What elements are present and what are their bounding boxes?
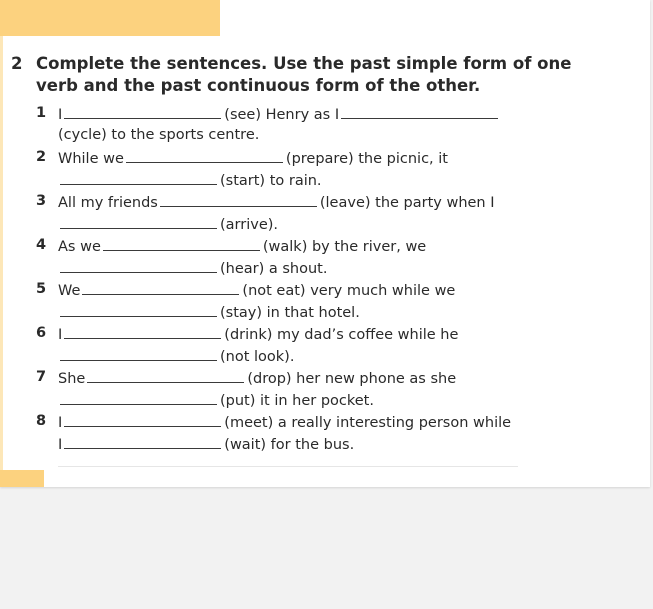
- item-number: 7: [36, 369, 47, 385]
- sentence-line: [0, 146, 650, 168]
- answer-blank[interactable]: [341, 102, 498, 119]
- answer-blank[interactable]: [60, 168, 217, 185]
- sentence-text: [58, 322, 458, 346]
- sentence-text: [58, 168, 322, 192]
- answer-blank[interactable]: [60, 300, 217, 317]
- sentence-text: [58, 234, 426, 258]
- sentence-line: [0, 344, 650, 366]
- sentence-fragment: I: [58, 327, 63, 343]
- sentence-fragment: All my friends: [58, 195, 158, 211]
- sentence-text: [58, 432, 354, 456]
- sentence-text: [58, 344, 294, 368]
- sentence-line: [0, 256, 650, 278]
- sentence-text: [58, 124, 259, 146]
- item-number: 3: [36, 193, 47, 209]
- answer-blank[interactable]: [60, 344, 217, 361]
- sentence-fragment: (arrive).: [220, 217, 279, 233]
- sentence-fragment: I: [58, 415, 63, 431]
- sentence-text: [58, 300, 360, 324]
- answer-blank[interactable]: [64, 410, 221, 427]
- exercise-number: 2: [11, 54, 23, 73]
- sentence-fragment: (walk) by the river, we: [262, 239, 427, 255]
- sentence-fragment: She: [58, 371, 86, 387]
- item-number: 2: [36, 149, 47, 165]
- sentence-text: [58, 256, 327, 280]
- sentence-fragment: (prepare) the picnic, it: [285, 151, 448, 167]
- sentence-fragment: (meet) a really interesting person while: [224, 415, 512, 431]
- answer-blank[interactable]: [64, 102, 221, 119]
- sentence-line: [0, 168, 650, 190]
- sentence-line: [0, 410, 650, 432]
- sentence-fragment: (put) it in her pocket.: [220, 393, 374, 409]
- sentence-text: [58, 410, 511, 434]
- sentence-fragment: As we: [58, 239, 101, 255]
- item-number: 4: [36, 237, 47, 253]
- sentence-fragment: (leave) the party when I: [319, 195, 495, 211]
- header-accent-tab: [0, 0, 220, 36]
- sentence-line: [0, 278, 650, 300]
- sentence-text: [58, 212, 278, 236]
- answer-blank[interactable]: [126, 146, 283, 163]
- sentence-fragment: (drink) my dad’s coffee while he: [224, 327, 459, 343]
- exercise-instructions: Complete the sentences. Use the past simple form of one verb and the past continuous form of the other.: [36, 54, 572, 95]
- answer-blank[interactable]: [82, 278, 239, 295]
- answer-blank[interactable]: [103, 234, 260, 251]
- sentence-line: [0, 432, 650, 454]
- sentence-line: [0, 322, 650, 344]
- sentence-line: [0, 190, 650, 212]
- sentence-fragment: (not look).: [220, 349, 295, 365]
- answer-blank[interactable]: [64, 322, 221, 339]
- footer-accent-tab: [0, 470, 44, 487]
- sentence-line: [0, 234, 650, 256]
- sentence-text: [58, 278, 455, 302]
- sentence-text: [58, 146, 448, 170]
- sentence-fragment: While we: [58, 151, 124, 167]
- sentence-fragment: (stay) in that hotel.: [220, 305, 360, 321]
- sentence-fragment: (hear) a shout.: [220, 261, 328, 277]
- sentence-fragment: (see) Henry as I: [224, 107, 340, 123]
- sentence-fragment: I: [58, 437, 63, 453]
- sentence-line: [0, 300, 650, 322]
- answer-blank[interactable]: [64, 432, 221, 449]
- sentence-line: [0, 124, 650, 146]
- bottom-divider: [58, 466, 518, 467]
- sentence-fragment: We: [58, 283, 81, 299]
- sentence-fragment: (cycle) to the sports centre.: [58, 127, 260, 143]
- sentence-text: [58, 102, 501, 126]
- item-number: 1: [36, 105, 47, 121]
- sentence-text: [58, 366, 456, 390]
- item-number: 6: [36, 325, 47, 341]
- sentence-fragment: (wait) for the bus.: [224, 437, 355, 453]
- answer-blank[interactable]: [60, 388, 217, 405]
- answer-blank[interactable]: [60, 256, 217, 273]
- item-number: 8: [36, 413, 47, 429]
- sentence-text: [58, 190, 495, 214]
- sentence-line: [0, 366, 650, 388]
- sentence-fragment: I: [58, 107, 63, 123]
- answer-blank[interactable]: [87, 366, 244, 383]
- exercise-items: [0, 102, 650, 454]
- sentence-line: [0, 212, 650, 234]
- sentence-fragment: (drop) her new phone as she: [247, 371, 457, 387]
- answer-blank[interactable]: [160, 190, 317, 207]
- answer-blank[interactable]: [60, 212, 217, 229]
- sentence-line: [0, 102, 650, 124]
- sentence-fragment: (start) to rain.: [220, 173, 322, 189]
- sentence-fragment: (not eat) very much while we: [242, 283, 456, 299]
- item-number: 5: [36, 281, 47, 297]
- sentence-line: [0, 388, 650, 410]
- exercise-heading: [11, 53, 591, 97]
- sentence-text: [58, 388, 374, 412]
